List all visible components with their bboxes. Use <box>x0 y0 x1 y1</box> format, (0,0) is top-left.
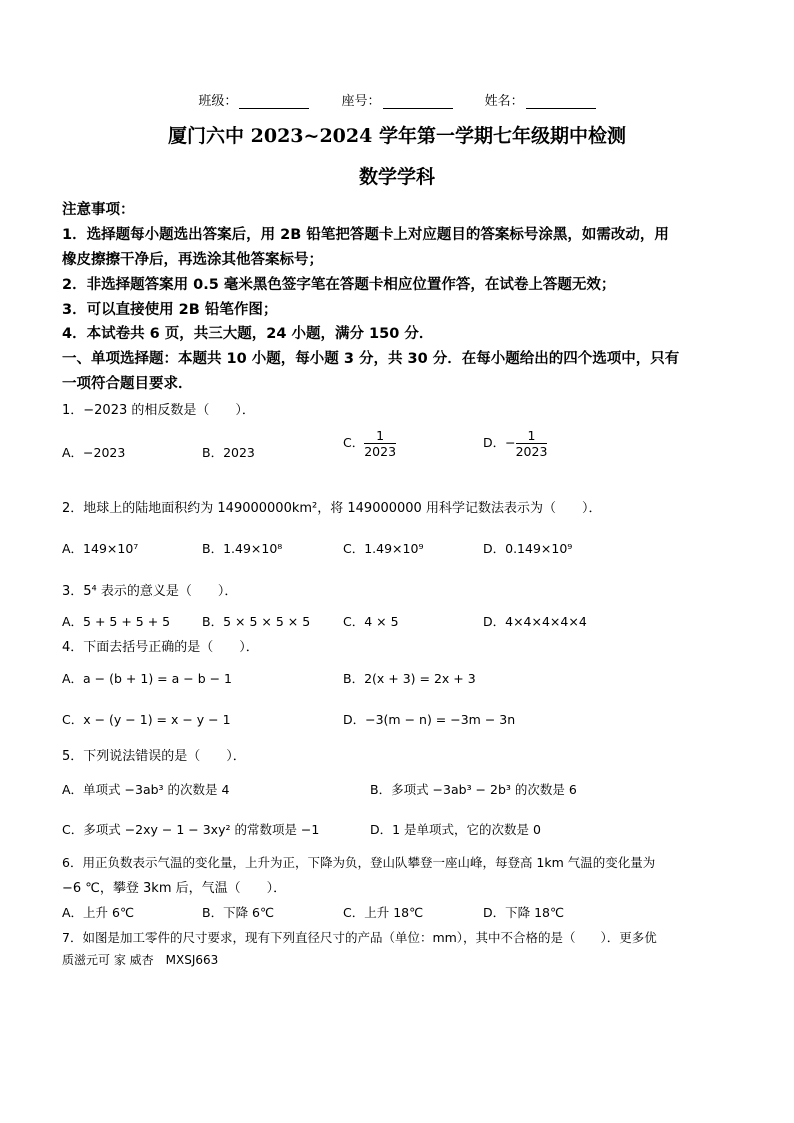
question-6-stem-1: 6．用正负数表示气温的变化量，上升为正，下降为负，登山队攀登一座山峰，每登高 1km 气温的变化量为 <box>62 855 656 870</box>
section-1-line-2: 一项符合题目要求． <box>62 376 193 392</box>
question-1-option-d[interactable]: D．− $\frac{1}{2023}$ <box>483 428 548 459</box>
question-6-option-c[interactable]: C．上升 18℃ <box>343 905 424 920</box>
question-1-option-b[interactable]: B．2023 <box>202 445 255 460</box>
question-4-option-a[interactable]: A．a − (b + 1) = a − b − 1 <box>62 671 233 686</box>
question-5-stem: 5．下列说法错误的是（ ）． <box>62 749 246 764</box>
fraction: $\frac{1}{2023}$ <box>364 428 397 459</box>
question-2-stem: 2．地球上的陆地面积约为 149000000km²，将 149000000 用科学记数法表示为（ ）． <box>62 501 602 516</box>
question-3-option-b[interactable]: B．5 × 5 × 5 × 5 <box>202 614 311 629</box>
question-6-stem-2: −6 ℃，攀登 3km 后，气温（ ）． <box>62 881 287 896</box>
question-1-stem: 1．−2023 的相反数是（ ）． <box>62 403 255 418</box>
question-4-stem: 4．下面去括号正确的是（ ）． <box>62 640 259 655</box>
class-field: 班级： <box>198 90 309 109</box>
notes-heading: 注意事项： <box>62 202 135 218</box>
question-4-option-b[interactable]: B．2(x + 3) = 2x + 3 <box>343 671 476 686</box>
question-7-stem: 7．如图是加工零件的尺寸要求，现有下列直径尺寸的产品（单位：mm），其中不合格的是（ ）．更多优 <box>62 930 657 945</box>
seat-blank[interactable] <box>383 94 453 109</box>
name-blank[interactable] <box>526 94 596 109</box>
question-5-option-d[interactable]: D．1 是单项式，它的次数是 0 <box>370 822 541 837</box>
exam-subject: 数学学科 <box>358 166 435 188</box>
exam-title: 厦门六中 2023~2024 学年第一学期七年级期中检测 <box>168 125 626 147</box>
seat-field: 座号： <box>341 90 452 109</box>
question-3-stem: 3．5⁴ 表示的意义是（ ）． <box>62 584 238 599</box>
class-blank[interactable] <box>239 94 309 109</box>
note-4: 4．本试卷共 6 页，共三大题，24 小题，满分 150 分． <box>62 326 434 342</box>
question-5-option-b[interactable]: B．多项式 −3ab³ − 2b³ 的次数是 6 <box>370 782 577 797</box>
fraction: $\frac{1}{2023}$ <box>515 428 548 459</box>
question-3-option-c[interactable]: C．4 × 5 <box>343 614 399 629</box>
question-3-option-d[interactable]: D．4×4×4×4×4 <box>483 614 587 629</box>
question-2-option-d[interactable]: D．0.149×10⁹ <box>483 541 573 556</box>
question-2-option-b[interactable]: B．1.49×10⁸ <box>202 541 283 556</box>
question-3-option-a[interactable]: A．5 + 5 + 5 + 5 <box>62 614 171 629</box>
question-5-option-c[interactable]: C．多项式 −2xy − 1 − 3xy² 的常数项是 −1 <box>62 822 320 837</box>
student-info-row <box>0 90 794 109</box>
question-6-option-a[interactable]: A．上升 6℃ <box>62 905 135 920</box>
question-2-option-a[interactable]: A．149×10⁷ <box>62 541 139 556</box>
section-1-line-1: 一、单项选择题：本题共 10 小题，每小题 3 分，共 30 分．在每小题给出的四个选项中，只有 <box>62 351 680 367</box>
question-4-option-d[interactable]: D．−3(m − n) = −3m − 3n <box>343 712 516 727</box>
question-1-option-a[interactable]: A．−2023 <box>62 445 126 460</box>
question-4-option-c[interactable]: C．x − (y − 1) = x − y − 1 <box>62 712 231 727</box>
question-6-option-b[interactable]: B．下降 6℃ <box>202 905 275 920</box>
question-5-option-a[interactable]: A．单项式 −3ab³ 的次数是 4 <box>62 782 230 797</box>
note-1a: 1．选择题每小题选出答案后，用 2B 铅笔把答题卡上对应题目的答案标号涂黑，如需改动，用 <box>62 227 669 243</box>
name-field: 姓名： <box>485 90 596 109</box>
note-2: 2．非选择题答案用 0.5 毫米黑色签字笔在答题卡相应位置作答，在试卷上答题无效； <box>62 277 616 293</box>
question-6-option-d[interactable]: D．下降 18℃ <box>483 905 565 920</box>
note-1b: 橡皮擦擦干净后，再选涂其他答案标号； <box>62 252 323 268</box>
note-3: 3．可以直接使用 2B 铅笔作图； <box>62 302 278 318</box>
footer-note: 质滋元可 家 威杏 MXSJ663 <box>62 953 219 967</box>
question-2-option-c[interactable]: C．1.49×10⁹ <box>343 541 424 556</box>
question-1-option-c[interactable]: C． $\frac{1}{2023}$ <box>343 428 397 459</box>
